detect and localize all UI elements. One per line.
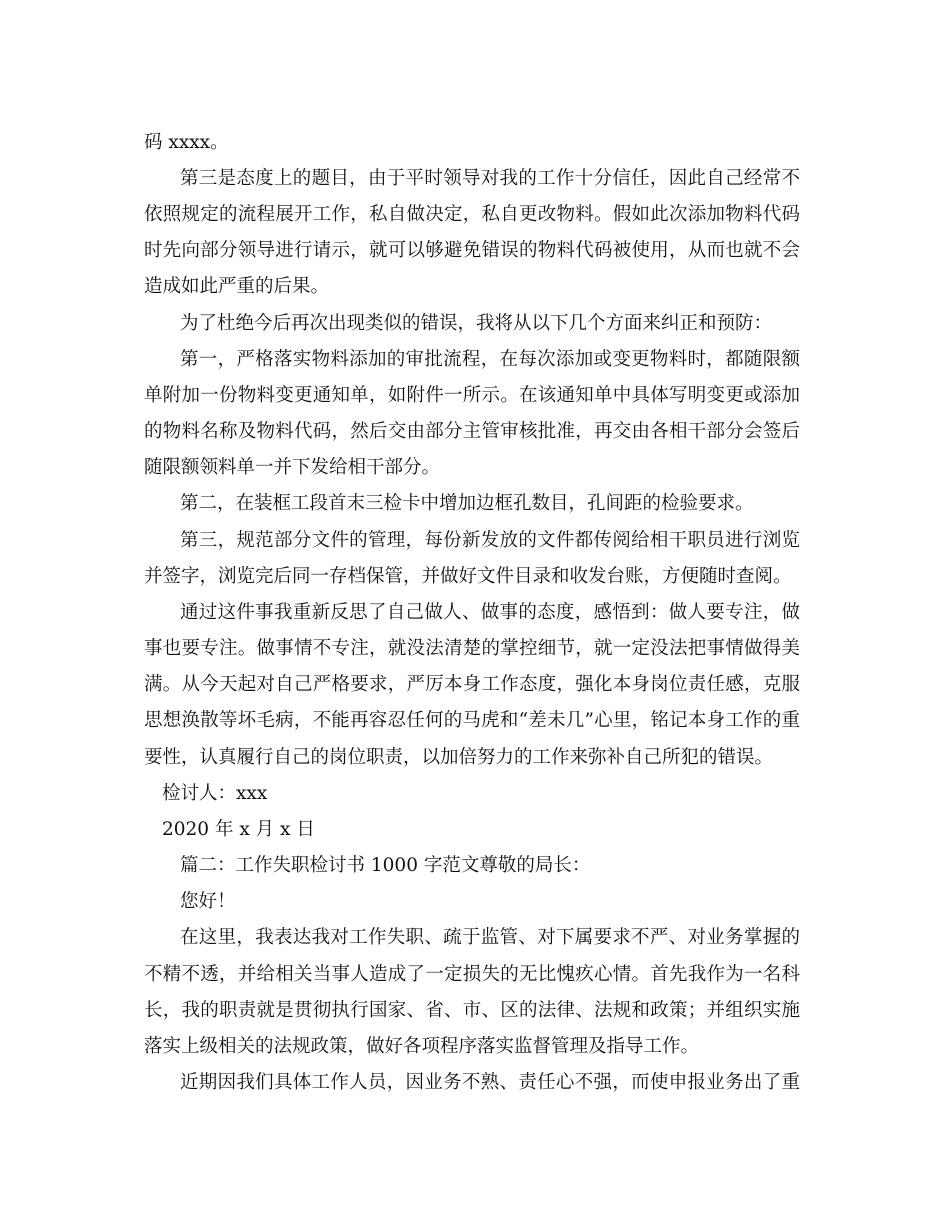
paragraph-line: 第二，在装框工段首末三检卡中增加边框孔数目，孔间距的检验要求。: [180, 493, 754, 514]
paragraph-line: 第三是态度上的题目，由于平时领导对我的工作十分信任，因此自己经常不: [180, 168, 800, 189]
text-line: 时先向部分领导进行请示，就可以够避免错误的物料代码被使用，从而也就不会: [144, 240, 800, 261]
text-line: 事也要专注。做事情不专注，就没法清楚的掌控细节，就一定没法把事情做得美: [144, 638, 800, 659]
text-line: 单附加一份物料变更通知单，如附件一所示。在该通知单中具体写明变更或添加: [144, 385, 800, 406]
paragraph-line: 通过这件事我重新反思了自己做人、做事的态度，感悟到：做人要专注，做: [180, 602, 800, 623]
text-line: 落实上级相关的法规政策，做好各项程序落实监督管理及指导工作。: [144, 1036, 700, 1057]
text-line: 依照规定的流程展开工作，私自做决定，私自更改物料。假如此次添加物料代码: [144, 204, 800, 225]
date-line: 2020 年 x 月 x 日: [162, 819, 315, 840]
text-line: 长，我的职责就是贯彻执行国家、省、市、区的法律、法规和政策；并组织实施: [144, 1000, 800, 1021]
text-line: 造成如此严重的后果。: [144, 276, 330, 297]
paragraph-line: 第三，规范部分文件的管理，每份新发放的文件都传阅给相干职员进行浏览: [180, 530, 800, 551]
signature-line: 检讨人：xxx: [162, 783, 268, 804]
section-heading: 篇二：工作失职检讨书 1000 字范文尊敬的局长：: [180, 855, 591, 876]
text-line: 码 xxxx。: [144, 132, 229, 153]
paragraph-line: 在这里，我表达我对工作失职、疏于监管、对下属要求不严、对业务掌握的: [180, 927, 800, 948]
paragraph-line: 第一，严格落实物料添加的审批流程，在每次添加或变更物料时，都随限额: [180, 349, 800, 370]
text-line: 要性，认真履行自己的岗位职责，以加倍努力的工作来弥补自己所犯的错误。: [144, 747, 774, 768]
text-line: 满。从今天起对自己严格要求，严厉本身工作态度，强化本身岗位责任感，克服: [144, 674, 800, 695]
paragraph-line: 为了杜绝今后再次出现类似的错误，我将从以下几个方面来纠正和预防：: [180, 313, 773, 334]
text-line: 随限额领料单一并下发给相干部分。: [144, 457, 441, 478]
text-line: 并签字，浏览完后同一存档保管，并做好文件目录和收发台账，方便随时查阅。: [144, 566, 792, 587]
text-line: 思想涣散等坏毛病，不能再容忍任何的马虎和“差未几”心里，铭记本身工作的重: [144, 710, 800, 731]
greeting-line: 您好！: [180, 891, 236, 912]
paragraph-line: 近期因我们具体工作人员，因业务不熟、责任心不强，而使申报业务出了重: [180, 1072, 800, 1093]
text-line: 的物料名称及物料代码，然后交由部分主管审核批准，再交由各相干部分会签后: [144, 421, 800, 442]
text-line: 不精不透，并给相关当事人造成了一定损失的无比愧疚心情。首先我作为一名科: [144, 964, 800, 985]
